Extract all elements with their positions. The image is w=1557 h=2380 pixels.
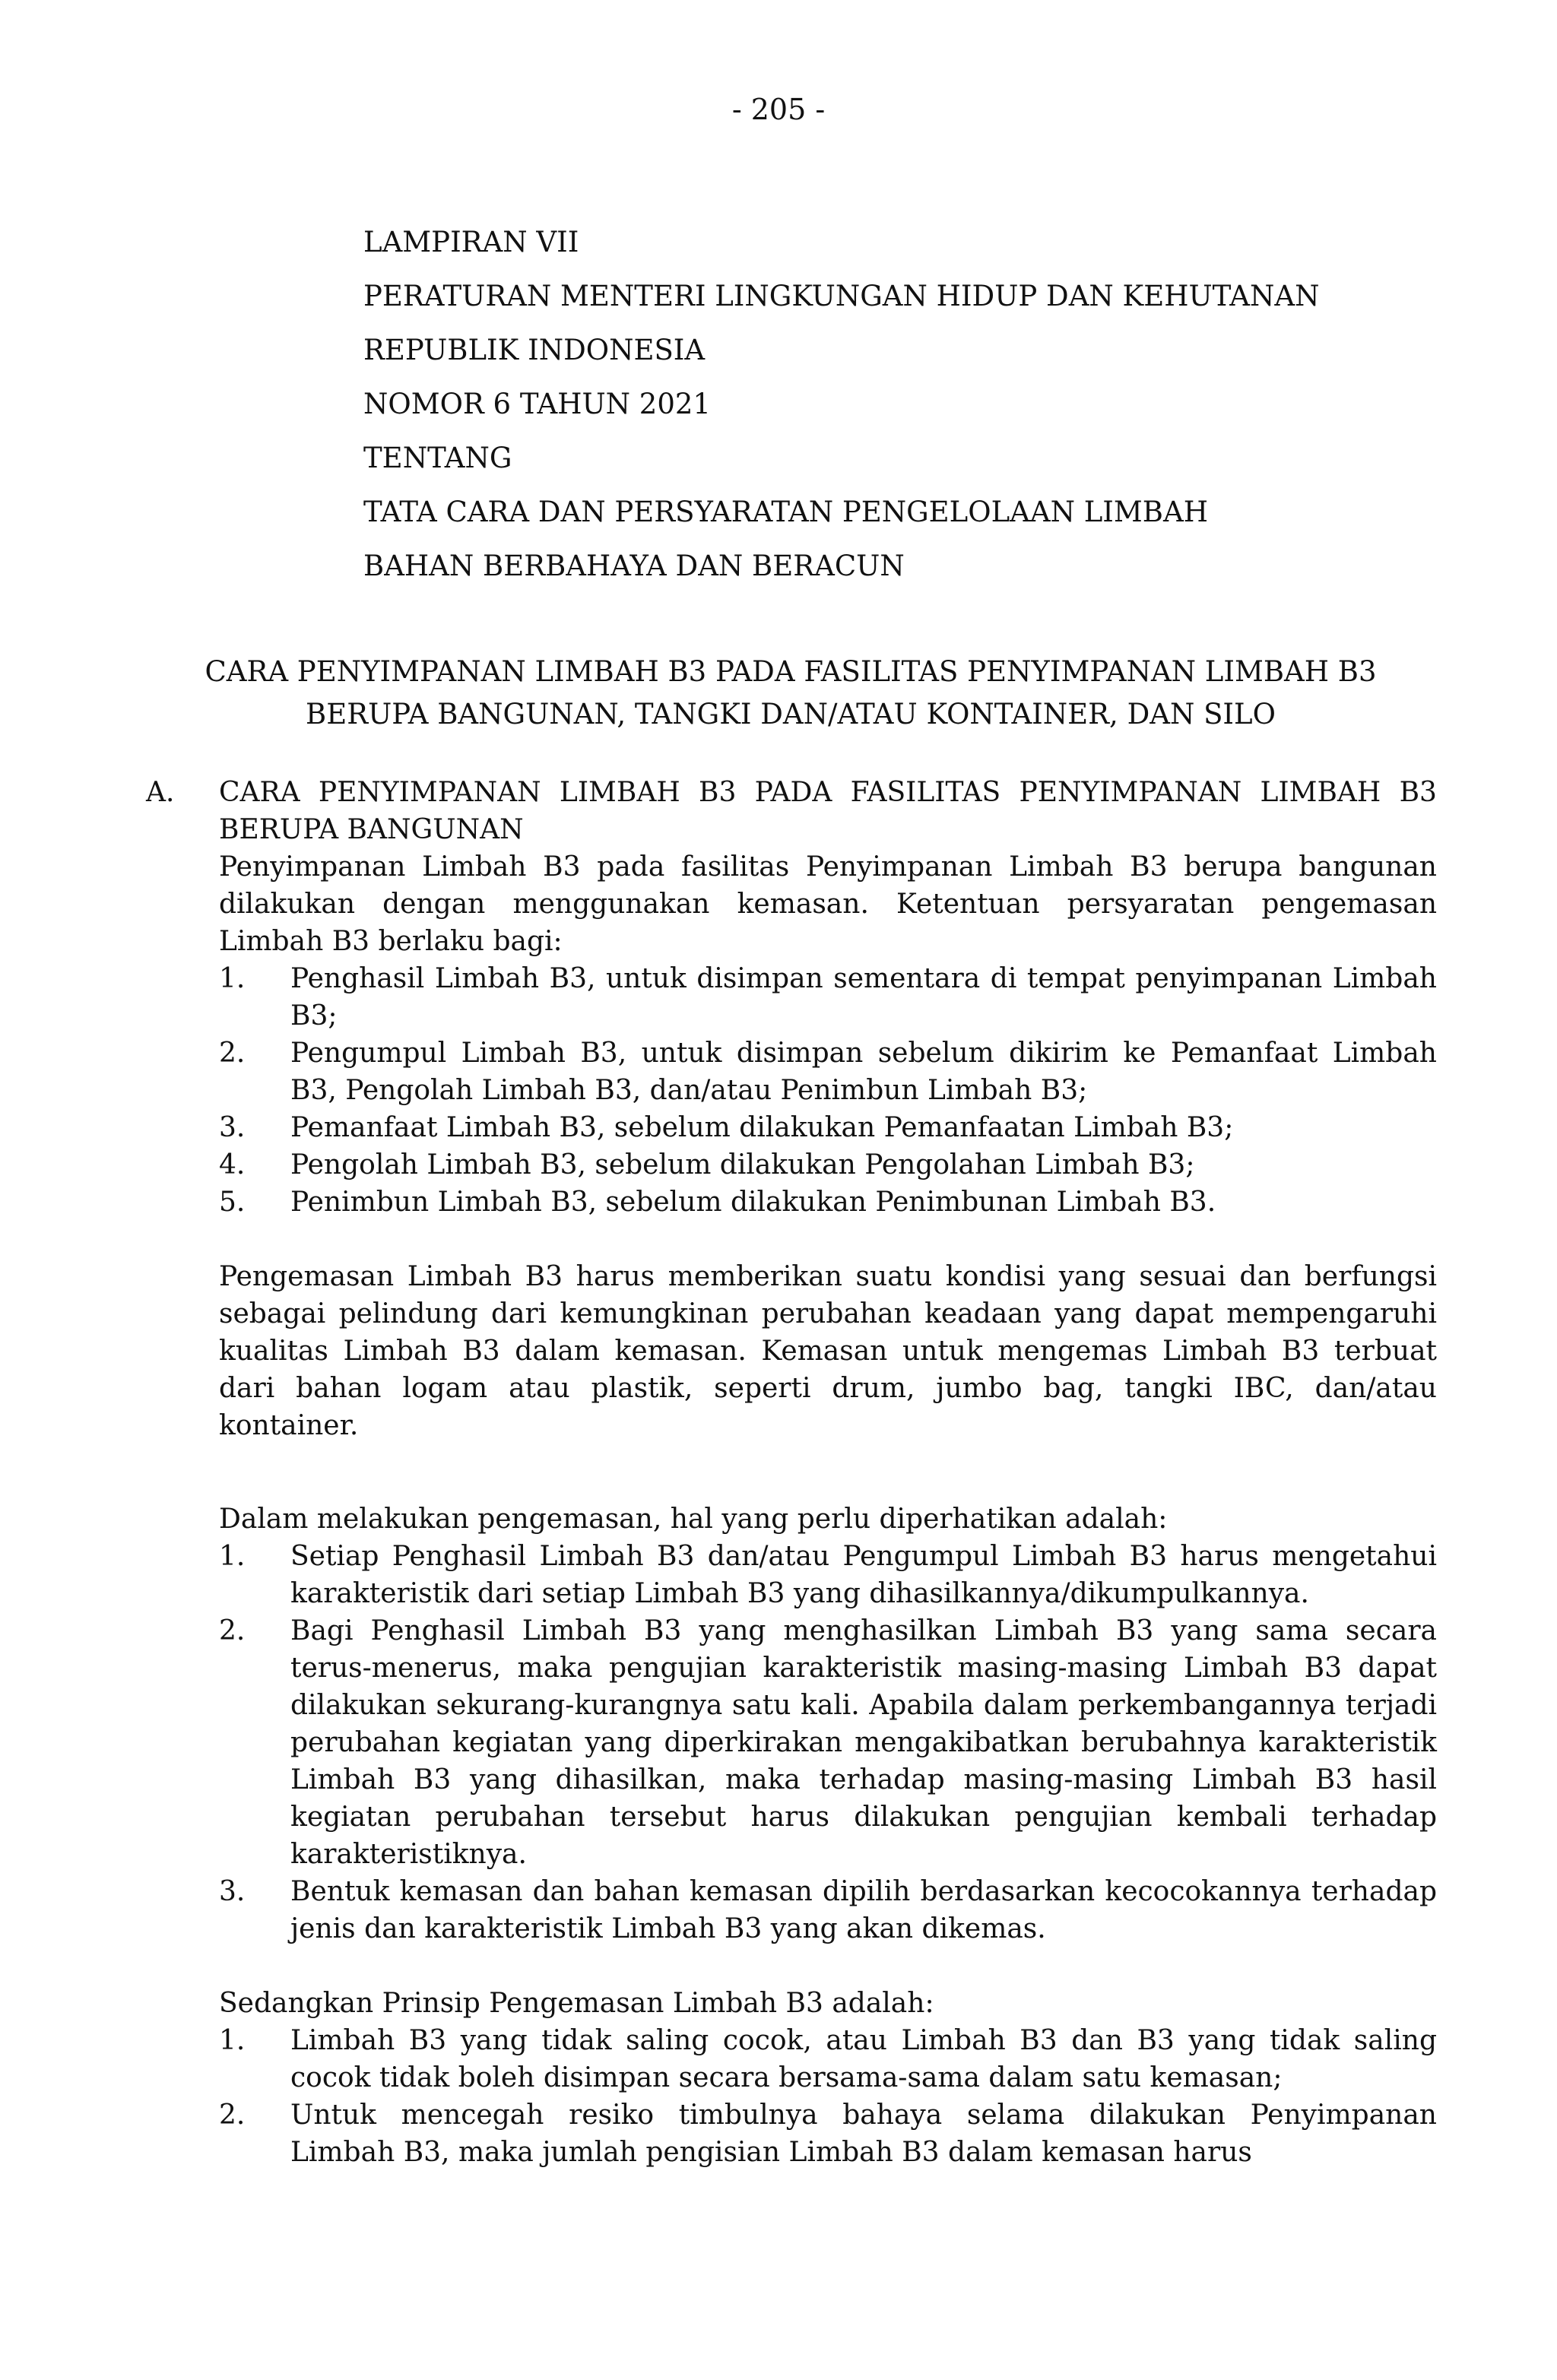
- list-item: [219, 1873, 1437, 1947]
- list-item-number: 1.: [219, 963, 246, 994]
- list-item: [219, 1035, 1437, 1109]
- list-item-text: Pengolah Limbah B3, sebelum dilakukan Pengolahan Limbah B3;: [290, 1149, 1195, 1180]
- list-item: [219, 2096, 1437, 2171]
- list-item-number: 5.: [219, 1187, 246, 1218]
- list-item-number: 3.: [219, 1112, 246, 1143]
- header-line-country: REPUBLIK INDONESIA: [363, 334, 706, 366]
- list-item: [219, 1538, 1437, 1612]
- paragraph-spacer: [219, 1221, 1437, 1258]
- list-item: [219, 1146, 1437, 1184]
- list-item-number: 1.: [219, 2025, 246, 2056]
- section-a-heading-line-2: BERUPA BANGUNAN: [219, 814, 524, 845]
- list-item-text: Bentuk kemasan dan bahan kemasan dipilih berdasarkan kecocokannya terhadap jenis dan karakteristik Limbah B3 yang akan dikemas.: [290, 1876, 1437, 1944]
- paragraph-spacer: [219, 1947, 1437, 1985]
- considerations-list: [219, 1538, 1437, 1947]
- list-item-number: 1.: [219, 1541, 246, 1572]
- document-title: [144, 651, 1437, 736]
- document-title-line-1: CARA PENYIMPANAN LIMBAH B3 PADA FASILITAS PENYIMPANAN LIMBAH B3: [205, 655, 1377, 688]
- list-item: [219, 1109, 1437, 1146]
- header-line-attachment: LAMPIRAN VII: [363, 226, 579, 258]
- list-item-text: Pengumpul Limbah B3, untuk disimpan sebelum dikirim ke Pemanfaat Limbah B3, Pengolah Limbah B3, dan/atau Penimbun Limbah B3;: [290, 1038, 1437, 1106]
- list-item-number: 4.: [219, 1149, 246, 1180]
- section-a-letter: A.: [146, 777, 175, 808]
- list-item-number: 3.: [219, 1876, 246, 1907]
- list-item-number: 2.: [219, 1038, 246, 1069]
- section-a-intro-paragraph: Penyimpanan Limbah B3 pada fasilitas Penyimpanan Limbah B3 berupa bangunan dilakukan dengan menggunakan kemasan. Ketentuan persyaratan pengemasan Limbah B3 berlaku bagi:: [219, 851, 1437, 957]
- section-a-body: [219, 774, 1437, 2171]
- heading-word: PENYIMPANAN: [1019, 777, 1242, 808]
- list-item: [219, 1612, 1437, 1873]
- heading-word: LIMBAH: [559, 777, 680, 808]
- list-item-text: Penghasil Limbah B3, untuk disimpan sementara di tempat penyimpanan Limbah B3;: [290, 963, 1437, 1032]
- principles-list: [219, 2022, 1437, 2171]
- heading-word: B3: [1399, 777, 1437, 808]
- heading-word: FASILITAS: [850, 777, 1001, 808]
- header-line-about: TENTANG: [363, 442, 512, 474]
- applicability-list: [219, 960, 1437, 1221]
- header-line-subject-2: BAHAN BERBAHAYA DAN BERACUN: [363, 550, 905, 582]
- list-item-text: Untuk mencegah resiko timbulnya bahaya selama dilakukan Penyimpanan Limbah B3, maka jumlah pengisian Limbah B3 dalam kemasan harus: [290, 2100, 1437, 2168]
- header-line-subject-1: TATA CARA DAN PERSYARATAN PENGELOLAAN LIMBAH: [363, 496, 1208, 528]
- section-a: [146, 774, 1437, 2171]
- header-line-number: NOMOR 6 TAHUN 2021: [363, 388, 711, 420]
- list-item-number: 2.: [219, 2100, 246, 2131]
- header-line-regulation: PERATURAN MENTERI LINGKUNGAN HIDUP DAN KEHUTANAN: [363, 280, 1320, 312]
- packaging-considerations-intro: Dalam melakukan pengemasan, hal yang perlu diperhatikan adalah:: [219, 1504, 1168, 1535]
- page-number: - 205 -: [731, 93, 826, 126]
- document-body: [146, 774, 1437, 2171]
- list-item-text: Setiap Penghasil Limbah B3 dan/atau Pengumpul Limbah B3 harus mengetahui karakteristik dari setiap Limbah B3 yang dihasilkannya/dikumpulkannya.: [290, 1541, 1437, 1609]
- heading-word: CARA: [219, 777, 300, 808]
- packaging-paragraph: Pengemasan Limbah B3 harus memberikan suatu kondisi yang sesuai dan berfungsi sebagai pelindung dari kemungkinan perubahan keadaan yang dapat mempengaruhi kualitas Limbah B3 dalam kemasan. Kemasan untuk mengemas Limbah B3 terbuat dari bahan logam atau plastik, seperti drum, jumbo bag, tangki IBC, dan/atau kontainer.: [219, 1261, 1437, 1441]
- list-item-number: 2.: [219, 1615, 246, 1646]
- heading-word: LIMBAH: [1260, 777, 1381, 808]
- section-a-heading-line-1: [219, 774, 1437, 811]
- list-item: [219, 960, 1437, 1035]
- paragraph-spacer: [219, 1444, 1437, 1501]
- heading-word: PADA: [754, 777, 832, 808]
- regulation-header: [363, 215, 1443, 593]
- list-item-text: Limbah B3 yang tidak saling cocok, atau Limbah B3 dan B3 yang tidak saling cocok tidak boleh disimpan secara bersama-sama dalam satu kemasan;: [290, 2025, 1437, 2093]
- list-item-text: Pemanfaat Limbah B3, sebelum dilakukan Pemanfaatan Limbah B3;: [290, 1112, 1234, 1143]
- document-title-line-2: BERUPA BANGUNAN, TANGKI DAN/ATAU KONTAINER, DAN SILO: [306, 698, 1276, 730]
- list-item: [219, 1184, 1437, 1221]
- heading-word: PENYIMPANAN: [318, 777, 541, 808]
- packaging-principles-intro: Sedangkan Prinsip Pengemasan Limbah B3 adalah:: [219, 1988, 934, 2019]
- list-item-text: Penimbun Limbah B3, sebelum dilakukan Penimbunan Limbah B3.: [290, 1187, 1216, 1218]
- list-item-text: Bagi Penghasil Limbah B3 yang menghasilkan Limbah B3 yang sama secara terus-menerus, maka pengujian karakteristik masing-masing Limbah B3 dapat dilakukan sekurang-kurangnya satu kali. Apabila dalam perkembangannya terjadi perubahan kegiatan yang diperkirakan mengakibatkan berubahnya karakteristik Limbah B3 yang dihasilkan, maka terhadap masing-masing Limbah B3 hasil kegiatan perubahan tersebut harus dilakukan pengujian kembali terhadap karakteristiknya.: [290, 1615, 1437, 1870]
- list-item: [219, 2022, 1437, 2096]
- heading-word: B3: [699, 777, 737, 808]
